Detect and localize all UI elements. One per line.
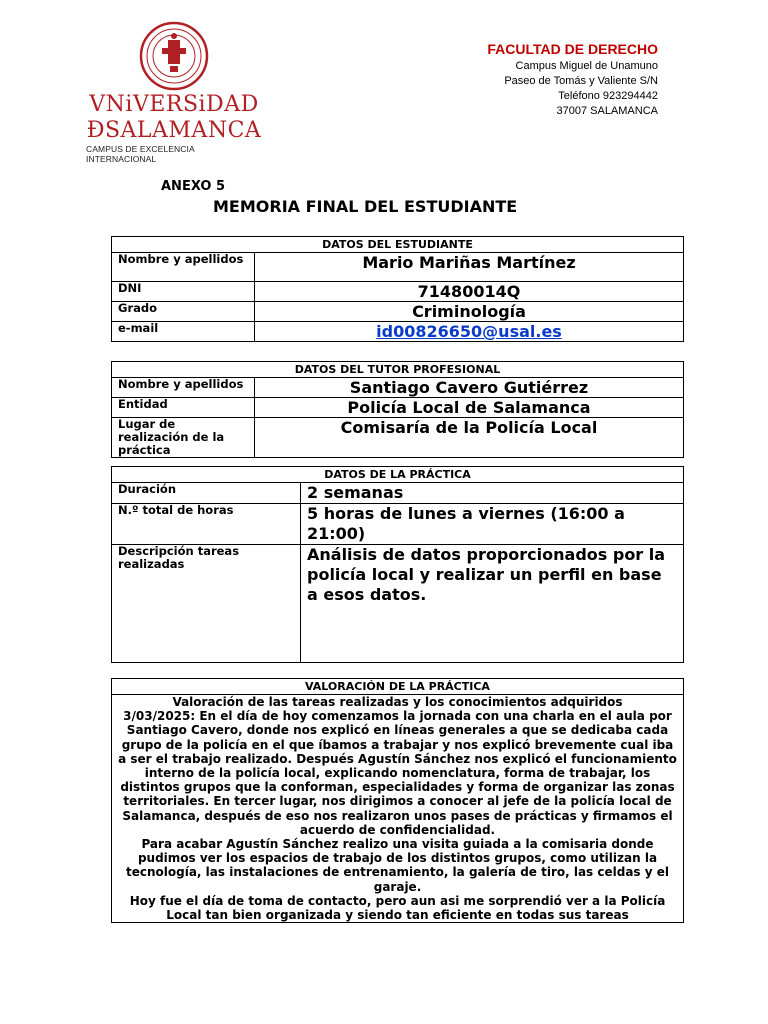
evaluation-paragraph: 3/03/2025: En el día de hoy comenzamos la jornada con una charla en el aula por Santiago Cavero, donde nos explicó en líneas generales a que se dedicaba cada grupo de la policía en el que íbamos a trabajar y nos explicó brevemente cual iba a ser el trabajo realizado. Después Agustín Sánchez nos explicó el funcionamiento interno de la policía local, explicando nomenclatura, forma de trabajar, los distintos grupos que la conforman, especialidades y forma de organizar las zonas territoriales. En tercer lugar, nos dirigimos a conocer al jefe de la policía local de Salamanca, después de eso nos realizaron unos pases de prácticas y firmamos el acuerdo de confidencialidad. bbox=[118, 709, 677, 837]
faculty-header bbox=[487, 42, 658, 119]
student-data-table bbox=[111, 236, 684, 342]
field-label: DNI bbox=[112, 282, 255, 302]
tutor-data-table bbox=[111, 361, 684, 458]
evaluation-paragraph: Para acabar Agustín Sánchez realizo una visita guiada a la comisaria donde pudimos ver los espacios de trabajo de los distintos grupos, como utilizan la tecnología, las instalaciones de entrenamiento, la galería de tiro, las celdas y el garaje. bbox=[126, 837, 669, 894]
evaluation-text bbox=[112, 695, 684, 923]
field-label: Nombre y apellidos bbox=[112, 253, 255, 282]
university-logo bbox=[84, 18, 264, 164]
faculty-address-line: Teléfono 923294442 bbox=[558, 90, 658, 102]
university-name-line1: VNiVERSiDAD bbox=[89, 92, 259, 117]
university-seal-icon bbox=[84, 18, 264, 93]
table-header: DATOS DEL TUTOR PROFESIONAL bbox=[112, 362, 684, 378]
evaluation-table bbox=[111, 678, 684, 923]
field-label: Lugar de realización de la práctica bbox=[112, 418, 255, 458]
student-email-link[interactable]: id00826650@usal.es bbox=[376, 322, 562, 341]
table-header: DATOS DEL ESTUDIANTE bbox=[112, 237, 684, 253]
table-header: VALORACIÓN DE LA PRÁCTICA bbox=[112, 679, 684, 695]
field-label: Duración bbox=[112, 483, 301, 504]
practice-location: Comisaría de la Policía Local bbox=[255, 418, 684, 458]
practice-hours: 5 horas de lunes a viernes (16:00 a 21:00) bbox=[301, 504, 684, 545]
university-name-line2: ÐSALAMANCA bbox=[86, 118, 262, 143]
faculty-address-line: Campus Miguel de Unamuno bbox=[515, 60, 658, 72]
annex-label: ANEXO 5 bbox=[161, 179, 226, 194]
student-name: Mario Mariñas Martínez bbox=[255, 253, 684, 282]
field-label: Descripción tareas realizadas bbox=[112, 545, 301, 663]
tutor-entity: Policía Local de Salamanca bbox=[255, 398, 684, 418]
field-label: Nombre y apellidos bbox=[112, 378, 255, 398]
practice-tasks: Análisis de datos proporcionados por la policía local y realizar un perfil en base a esos datos. bbox=[301, 545, 684, 663]
evaluation-paragraph: Valoración de las tareas realizadas y los conocimientos adquiridos bbox=[172, 695, 623, 709]
evaluation-paragraph: Hoy fue el día de toma de contacto, pero aun asi me sorprendió ver a la Policía Local tan bien organizada y siendo tan eficiente en todas sus tareas bbox=[129, 893, 666, 923]
faculty-address-line: 37007 SALAMANCA bbox=[556, 105, 658, 117]
table-header: DATOS DE LA PRÁCTICA bbox=[112, 467, 684, 483]
university-campus-label: CAMPUS DE EXCELENCIA INTERNACIONAL bbox=[86, 144, 195, 164]
field-label: Grado bbox=[112, 302, 255, 322]
field-label: Entidad bbox=[112, 398, 255, 418]
student-dni: 71480014Q bbox=[255, 282, 684, 302]
tutor-name: Santiago Cavero Gutiérrez bbox=[255, 378, 684, 398]
document-title: MEMORIA FINAL DEL ESTUDIANTE bbox=[213, 197, 518, 216]
student-degree: Criminología bbox=[255, 302, 684, 322]
field-label: e-mail bbox=[112, 322, 255, 342]
practice-duration: 2 semanas bbox=[301, 483, 684, 504]
faculty-address-line: Paseo de Tomás y Valiente S/N bbox=[504, 75, 658, 87]
faculty-name: FACULTAD DE DERECHO bbox=[487, 41, 658, 57]
field-label: N.º total de horas bbox=[112, 504, 301, 545]
practice-data-table bbox=[111, 466, 684, 663]
